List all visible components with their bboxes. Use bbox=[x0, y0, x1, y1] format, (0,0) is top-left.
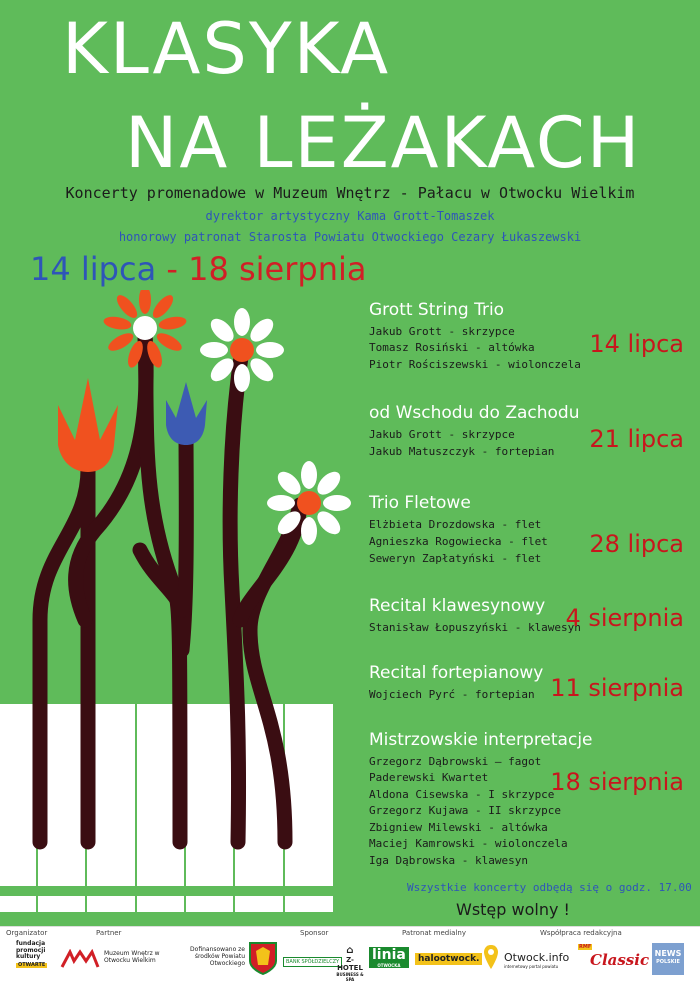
dofinansowano-text: Dofinansowano ze środków Powiatu Otwockiego bbox=[190, 946, 245, 967]
white-daisy-icon bbox=[200, 308, 284, 392]
rmf-classic-logo: Classic bbox=[590, 951, 650, 969]
location-pin-icon bbox=[482, 943, 500, 971]
date-range bbox=[30, 250, 366, 288]
free-entry: Wstęp wolny ! bbox=[456, 900, 570, 919]
concert-title: Grott String Trio bbox=[369, 300, 505, 320]
muzeum-logo-icon bbox=[60, 949, 100, 969]
performer: Zbigniew Milewski - altówka bbox=[369, 821, 548, 834]
honorary-patron: honorowy patronat Starosta Powiatu Otwockiego Cezary Łukaszewski bbox=[118, 230, 582, 244]
rmf-badge: RMF bbox=[579, 944, 592, 950]
performer: Iga Dąbrowska - klawesyn bbox=[369, 854, 528, 867]
linia-logo-text: linia bbox=[372, 947, 406, 963]
zhotel-logo-sub: BUSINESS & SPA bbox=[336, 972, 364, 982]
concert-date: 14 lipca bbox=[589, 330, 684, 358]
stem-white-red-flower bbox=[230, 350, 242, 842]
performer: Grzegorz Kujawa - II skrzypce bbox=[369, 804, 562, 817]
piano-flowers-illustration bbox=[0, 290, 370, 920]
performer: Jakub Grott - skrzypce bbox=[369, 325, 515, 338]
date-range-end: 18 sierpnia bbox=[188, 250, 367, 288]
performer: Maciej Kamrowski - wiolonczela bbox=[369, 837, 568, 850]
performer: Grzegorz Dąbrowski – fagot bbox=[369, 755, 542, 768]
label-media-patron: Patronat medialny bbox=[402, 929, 466, 937]
date-range-start: 14 lipca bbox=[30, 250, 157, 288]
concert-title: Recital fortepianowy bbox=[369, 663, 544, 683]
fundacja-logo-text: fundacja promocji kultury bbox=[16, 940, 46, 961]
concert-title: Trio Fletowe bbox=[369, 493, 471, 513]
fundacja-logo-sub: OTWARTE bbox=[18, 961, 46, 968]
linia-logo bbox=[369, 947, 409, 968]
concert-date: 18 sierpnia bbox=[550, 768, 684, 796]
performer: Paderewski Kwartet bbox=[369, 771, 489, 784]
polskie-news-logo bbox=[652, 943, 684, 975]
fundacja-logo bbox=[16, 941, 50, 968]
sponsor-footer bbox=[0, 926, 700, 989]
zhotel-logo-text: Z-HOTEL bbox=[337, 956, 363, 972]
concert-title: od Wschodu do Zachodu bbox=[369, 403, 580, 423]
halootwock-logo: halootwock. bbox=[415, 953, 482, 965]
performer: Jakub Grott - skrzypce bbox=[369, 428, 515, 441]
concert-date: 28 lipca bbox=[589, 530, 684, 558]
date-range-separator: - bbox=[166, 250, 178, 288]
performer: Elżbieta Drozdowska - flet bbox=[369, 518, 542, 531]
performer: Stanisław Łopuszyński - klawesyn bbox=[369, 621, 581, 634]
performer: Jakub Matuszczyk - fortepian bbox=[369, 445, 555, 458]
performer: Wojciech Pyrć - fortepian bbox=[369, 688, 535, 701]
polskie-news-logo-text: NEWS bbox=[654, 949, 682, 958]
otwockinfo-logo-sub: internetowy portal powiatu bbox=[504, 964, 559, 969]
performer: Tomasz Rosiński - altówka bbox=[369, 341, 535, 354]
powiat-coat-of-arms-icon bbox=[248, 941, 278, 975]
performer: Seweryn Zapłatyński - flet bbox=[369, 552, 542, 565]
otwockinfo-logo-text: Otwock.info bbox=[504, 951, 570, 964]
label-sponsor: Sponsor bbox=[300, 929, 329, 937]
concert-title: Recital klawesynowy bbox=[369, 596, 546, 616]
label-editorial-cooperation: Współpraca redakcyjna bbox=[540, 929, 622, 937]
otwockinfo-logo bbox=[504, 951, 569, 969]
concert-date: 21 lipca bbox=[589, 425, 684, 453]
performer: Piotr Rościszewski - wiolonczela bbox=[369, 358, 581, 371]
subtitle: Koncerty promenadowe w Muzeum Wnętrz - Pałacu w Otwocku Wielkim bbox=[65, 184, 635, 202]
zhotel-logo: ⌂ Z-HOTEL BUSINESS & SPA bbox=[334, 945, 366, 982]
concert-date: 11 sierpnia bbox=[550, 674, 684, 702]
concert-time-note: Wszystkie koncerty odbędą się o godz. 17.00 bbox=[407, 881, 692, 894]
concert-date: 4 sierpnia bbox=[565, 604, 684, 632]
performer: Aldona Cisewska - I skrzypce bbox=[369, 788, 555, 801]
concert-title: Mistrzowskie interpretacje bbox=[369, 730, 593, 750]
artistic-director: dyrektor artystyczny Kama Grott-Tomaszek bbox=[205, 209, 495, 223]
label-organizer: Organizator bbox=[6, 929, 48, 937]
blue-tulip-icon bbox=[166, 382, 207, 445]
linia-logo-sub: OTWOCKA bbox=[377, 962, 401, 968]
red-tulip-icon bbox=[58, 378, 118, 472]
title-line-2: NA LEŻAKACH bbox=[125, 102, 642, 184]
bank-logo: BANK SPÓŁDZIELCZY bbox=[283, 957, 342, 967]
label-partner: Partner bbox=[96, 929, 122, 937]
performer: Agnieszka Rogowiecka - flet bbox=[369, 535, 548, 548]
muzeum-logo-text: Muzeum Wnętrz w Otwocku Wielkim bbox=[104, 950, 160, 964]
white-daisy-lower-icon bbox=[267, 461, 351, 545]
polskie-news-logo-sub: POLSKIE bbox=[656, 958, 680, 965]
piano-bottom-edge bbox=[0, 886, 333, 896]
title-line-1: KLASYKA bbox=[62, 8, 391, 90]
